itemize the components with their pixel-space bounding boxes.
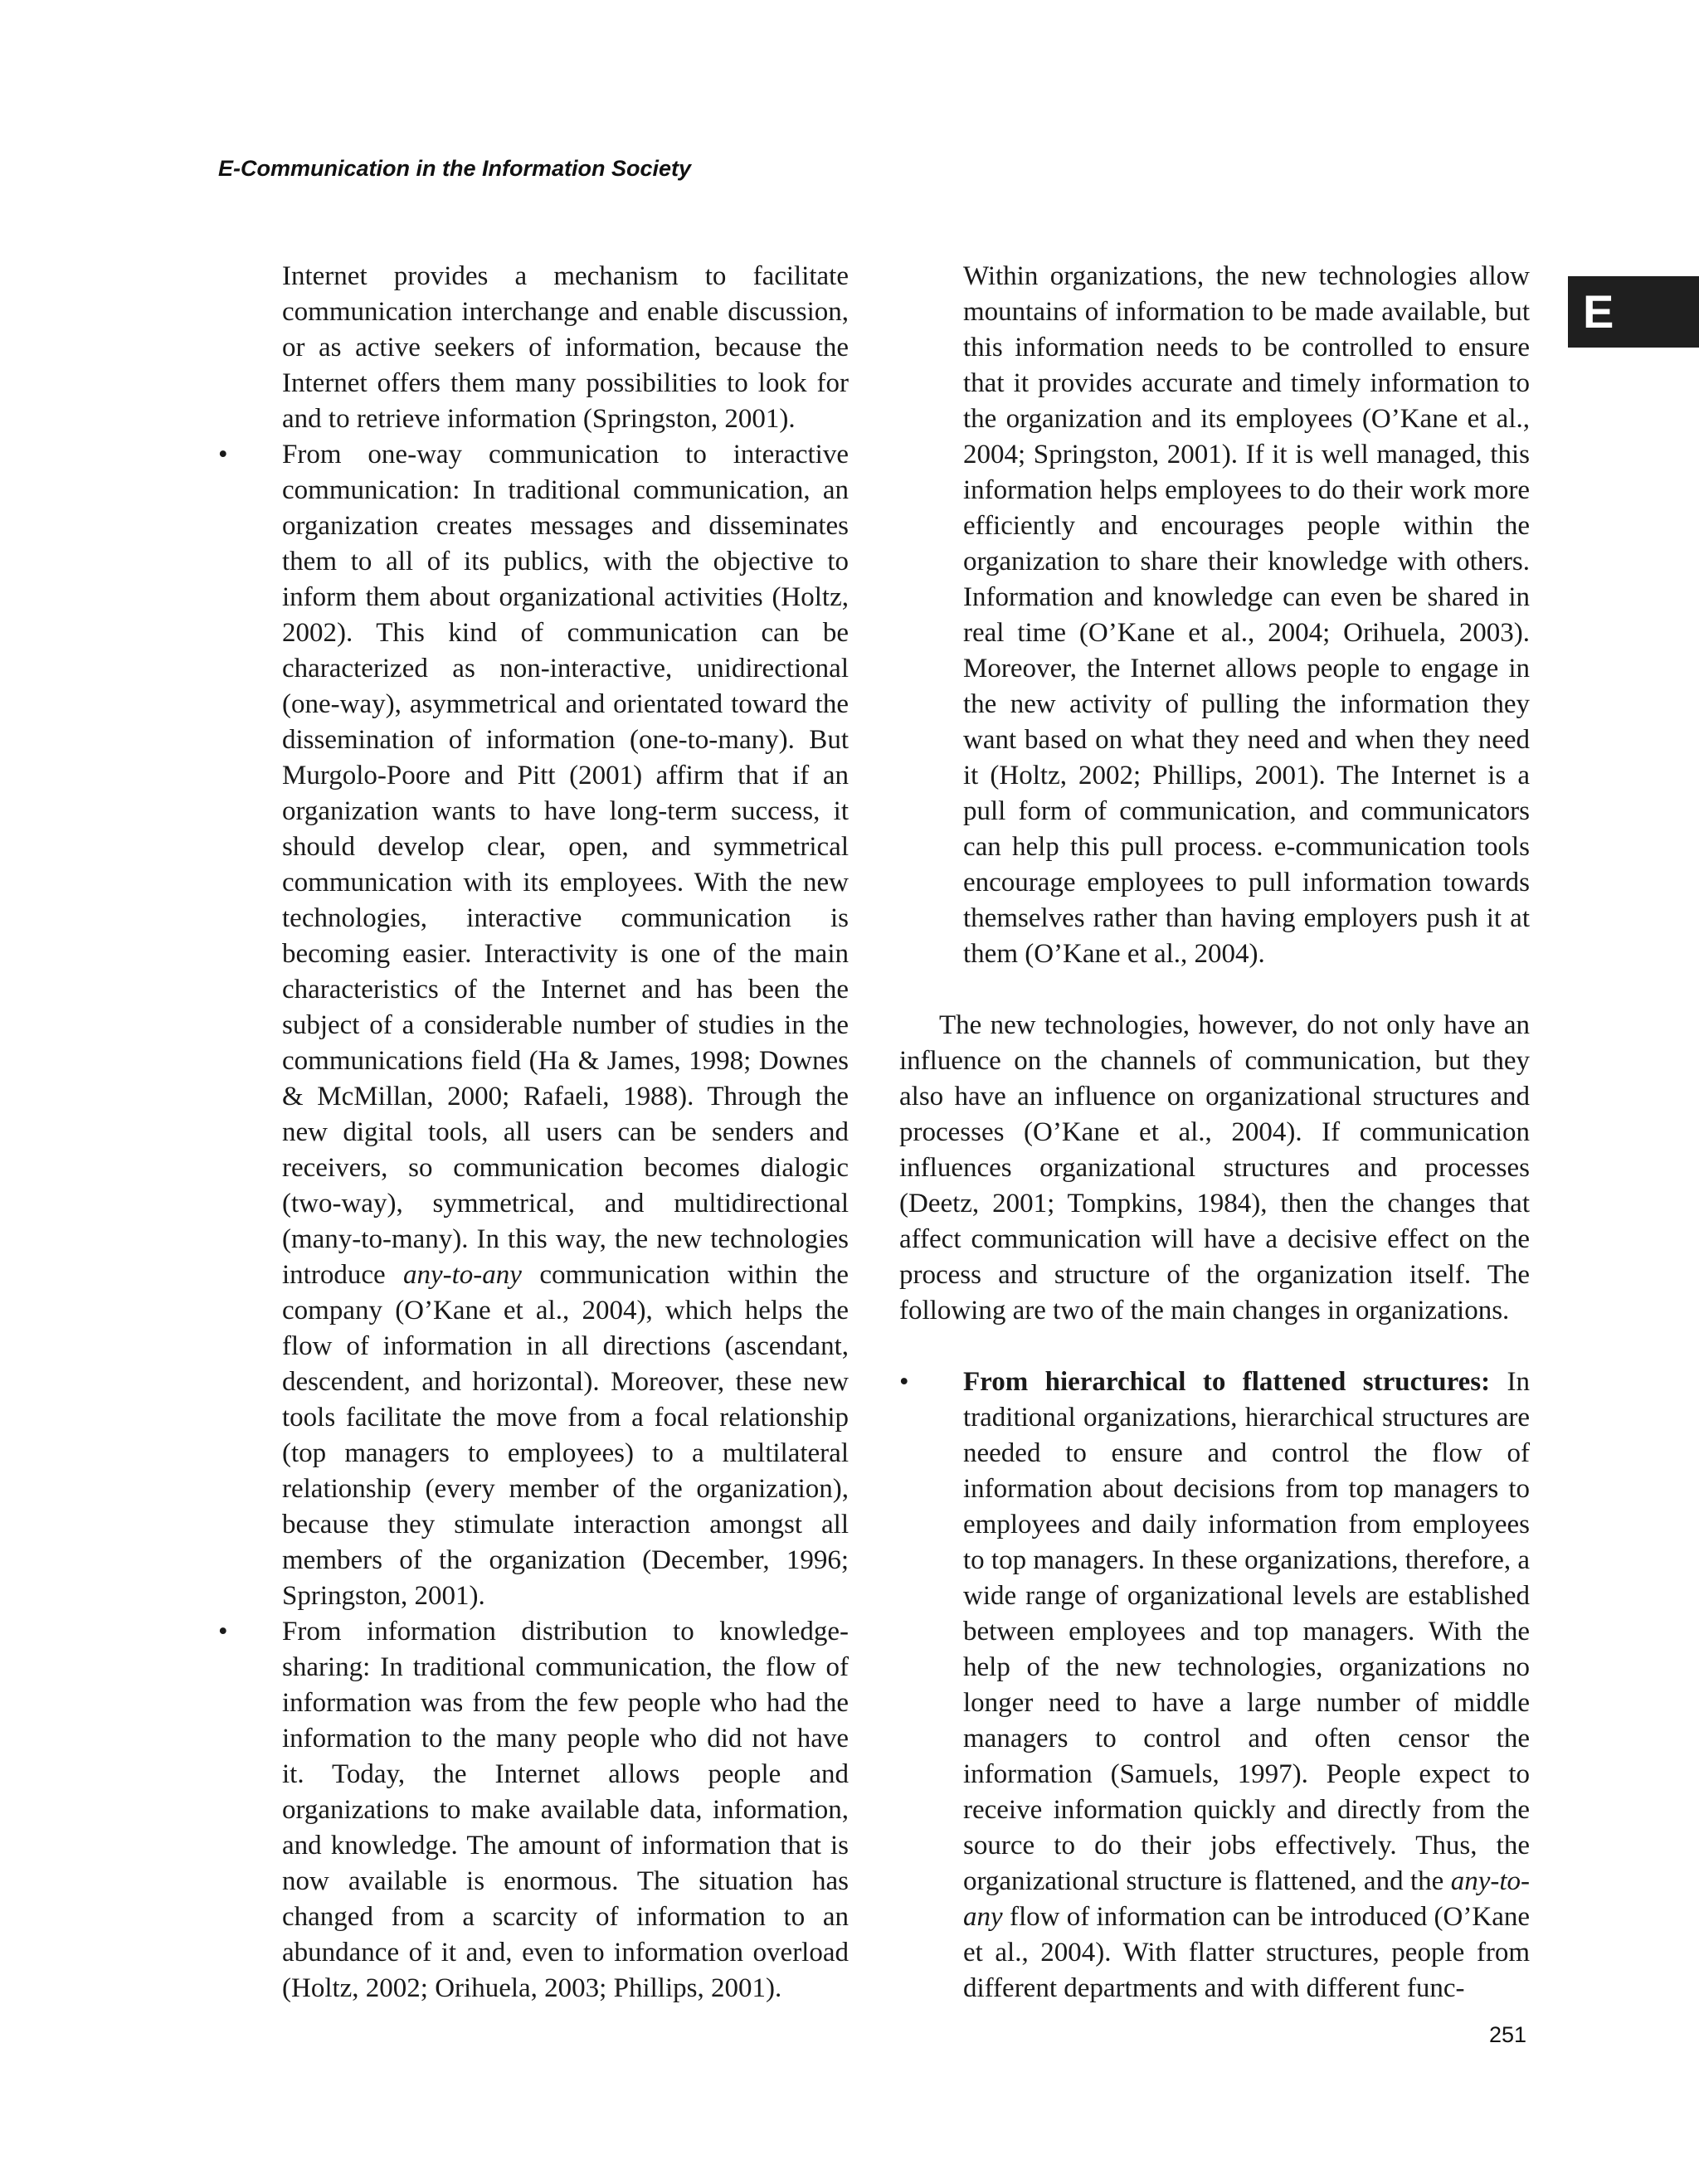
left-column <box>218 259 849 2006</box>
continuation-paragraph: Internet provides a mechanism to facilitate communication interchange and enable discussion, or as active seekers of information, because the Internet offers them many possibilities to look for and to retrieve information (Springston, 2001). <box>282 261 849 434</box>
bullet-heading: From hierarchical to flattened structures: <box>963 1367 1491 1397</box>
bullet-text: From information distribution to knowledge-sharing: In traditional communication, the flow of information was from the few people who had the information to the many people who did not have it. Today, the Internet allows people and organizations to make available data, information, and knowledge. The amount of information that is now available is enormous. The situation has changed from a scarcity of information to an abundance of it and, even to information overload (Holtz, 2002; Orihuela, 2003; Phillips, 2001). <box>282 1617 849 2003</box>
bullet-item-flattened <box>899 1364 1530 2006</box>
right-column <box>899 259 1530 2006</box>
italic-term: any-to-any <box>403 1260 522 1290</box>
bullet-text: From one-way communication to interactive communication: In traditional communication, an organization creates messages and disseminates them to all of its publics, with the objective to inform them about organizational activities (Holtz, 2002). This kind of communication can be characterized as non-interactive, unidirectional (one-way), asymmetrical and orientated toward the dissemination of information (one-to-many). But Murgolo-Poore and Pitt (2001) affirm that if an organization wants to have long-term success, it should develop clear, open, and symmetrical communication with its employees. With the new technologies, interactive communication is becoming easier. Interactivity is one of the main characteristics of the Internet and has been the subject of a considerable number of studies in the communications field (Ha & James, 1998; Downes & McMillan, 2000; Rafaeli, 1988). Through the new digital tools, all users can be senders and receivers, so communication becomes dialogic (two-way), symmetrical, and multidirectional (many-to-many). In this way, the new technologies introduce <box>282 440 849 1290</box>
bullet-text: flow of information can be introduced (O’Kane et al., 2004). With flatter structures, people from different departments and with different func- <box>963 1902 1530 2003</box>
bullet-text: communication within the company (O’Kane et al., 2004), which helps the flow of information in all directions (ascendant, descendent, and horizontal). Moreover, these new tools facilitate the move from a focal relationship (top managers to employees) to a multilateral relationship (every member of the organization), because they stimulate interaction amongst all members of the organization (December, 1996; Springston, 2001). <box>282 1260 850 1611</box>
bullet-marker: • <box>218 1617 228 1647</box>
bullet-item-knowledge-sharing <box>218 1614 849 2006</box>
body-paragraph: The new technologies, however, do not only have an influence on the channels of communication, but they also have an influence on organizational structures and processes (O’Kane et al., 2004). If communication influences organizational structures and processes (Deetz, 2001; Tompkins, 1984), then the changes that affect communication will have a decisive effect on the process and structure of the organization itself. The following are two of the main changes in organizations. <box>899 1010 1530 1325</box>
bullet-marker: • <box>218 440 228 469</box>
running-head: E-Communication in the Information Society <box>218 156 692 181</box>
section-tab: E <box>1568 276 1699 348</box>
bullet-marker: • <box>899 1367 909 1397</box>
bullet-item-interactive <box>218 437 849 1614</box>
bullet-text: In traditional organizations, hierarchical structures are needed to ensure and control the flow of information about decisions from top managers to employees and daily information from employees to top managers. In these organizations, therefore, a wide range of organizational levels are established between employees and top managers. With the help of the new technologies, organizations no longer need to have a large number of middle managers to control and often censor the information (Samuels, 1997). People expect to receive information quickly and directly from the source to do their jobs effectively. Thus, the organizational structure is flattened, and the <box>963 1367 1530 1896</box>
italic-term: any-to-any <box>963 1866 1530 1932</box>
continuation-paragraph: Within organizations, the new technologies allow mountains of information to be made available, but this information needs to be controlled to ensure that it provides accurate and timely information to the organization and its employees (O’Kane et al., 2004; Springston, 2001). If it is well managed, this information helps employees to do their work more efficiently and encourages people within the organization to share their knowledge with others. Information and knowledge can even be shared in real time (O’Kane et al., 2004; Orihuela, 2003). Moreover, the Internet allows people to engage in the new activity of pulling the information they want based on what they need and when they need it (Holtz, 2002; Phillips, 2001). The Internet is a pull form of communication, and communicators can help this pull process. e-communication tools encourage employees to pull information towards themselves rather than having employers push it at them (O’Kane et al., 2004). <box>963 261 1530 969</box>
page-number: 251 <box>1489 2022 1527 2047</box>
